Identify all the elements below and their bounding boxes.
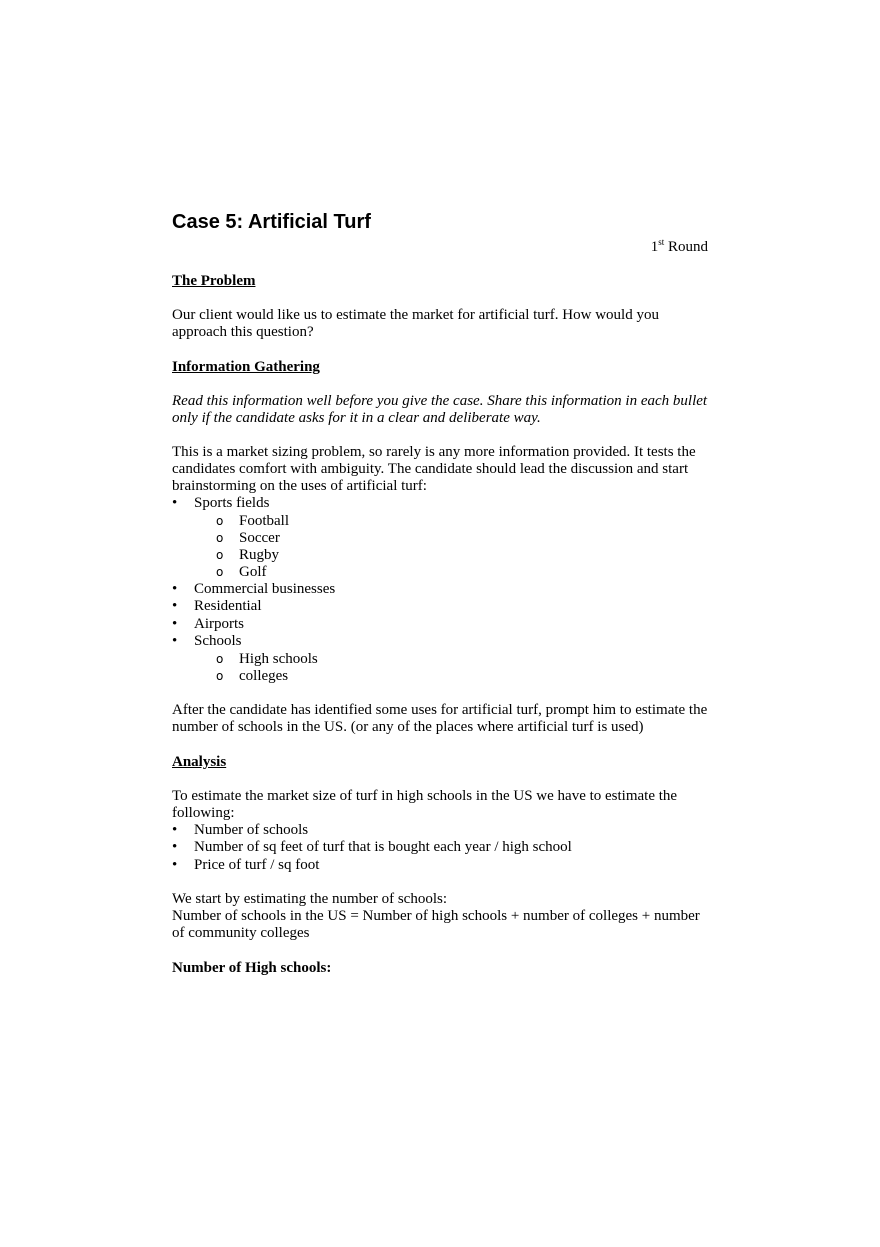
sub-item-label: colleges bbox=[239, 667, 289, 684]
bullet-icon: • bbox=[172, 598, 178, 614]
analysis-intro: To estimate the market size of turf in high schools in the US we have to estimate the following: bbox=[172, 787, 678, 821]
circle-bullet-icon: o bbox=[216, 547, 224, 562]
analysis-formula: Number of schools in the US = Number of high schools + number of colleges + number of community colleges bbox=[172, 908, 700, 941]
info-instruction: Read this information well before you give the case. Share this information in each bullet only if the candidate asks for it in a clear and deliberate way. bbox=[172, 393, 708, 426]
list-item bbox=[172, 616, 708, 634]
document-page bbox=[172, 210, 708, 977]
sub-list-item bbox=[216, 530, 708, 547]
circle-bullet-icon: o bbox=[216, 651, 224, 666]
info-heading: Information Gathering bbox=[172, 359, 320, 375]
info-intro: This is a market sizing problem, so rarely is any more information provided. It tests the candidates comfort with ambiguity. The candidate should lead the discussion and start brainstorming on the uses of artificial turf: bbox=[172, 444, 696, 494]
info-prompt: After the candidate has identified some uses for artificial turf, prompt him to estimate the number of schools in the US. (or any of the places where artificial turf is used) bbox=[172, 701, 708, 735]
list-item bbox=[172, 581, 708, 599]
analysis-item: Price of turf / sq foot bbox=[194, 856, 320, 873]
list-item bbox=[172, 839, 708, 857]
bullet-icon: • bbox=[172, 495, 178, 511]
analysis-item: Number of sq feet of turf that is bought each year / high school bbox=[194, 839, 572, 855]
round-suffix: st bbox=[658, 237, 665, 247]
circle-bullet-icon: o bbox=[216, 564, 224, 579]
use-label: Sports fields bbox=[194, 495, 270, 511]
sub-list bbox=[194, 651, 708, 685]
list-item bbox=[172, 857, 708, 875]
use-label: Schools bbox=[194, 633, 242, 649]
sub-list-item bbox=[216, 513, 708, 530]
round-word: Round bbox=[667, 239, 708, 255]
list-item bbox=[172, 633, 708, 685]
list-item bbox=[172, 598, 708, 616]
sub-list-item bbox=[216, 651, 708, 668]
circle-bullet-icon: o bbox=[216, 513, 224, 528]
high-schools-heading: Number of High schools: bbox=[172, 960, 332, 976]
sub-list-item bbox=[216, 547, 708, 564]
analysis-start: We start by estimating the number of schools: bbox=[172, 891, 447, 907]
sub-item-label: High schools bbox=[239, 650, 318, 667]
bullet-icon: • bbox=[172, 821, 178, 838]
list-item bbox=[172, 495, 708, 581]
sub-list-item bbox=[216, 668, 708, 685]
sub-item-label: Golf bbox=[239, 563, 267, 580]
bullet-icon: • bbox=[172, 856, 178, 873]
bullet-icon: • bbox=[172, 580, 178, 597]
circle-bullet-icon: o bbox=[216, 530, 224, 545]
sub-item-label: Soccer bbox=[239, 529, 280, 546]
sub-item-label: Rugby bbox=[239, 546, 280, 563]
use-label: Commercial businesses bbox=[194, 580, 336, 597]
bullet-icon: • bbox=[172, 633, 178, 649]
problem-heading: The Problem bbox=[172, 273, 256, 289]
sub-item-label: Football bbox=[239, 512, 290, 529]
analysis-list bbox=[172, 822, 708, 875]
analysis-heading: Analysis bbox=[172, 753, 227, 770]
bullet-icon: • bbox=[172, 839, 178, 855]
circle-bullet-icon: o bbox=[216, 668, 224, 683]
use-label: Airports bbox=[194, 615, 244, 632]
round-label bbox=[172, 237, 708, 257]
sub-list bbox=[194, 513, 708, 581]
analysis-item: Number of schools bbox=[194, 821, 309, 838]
list-item bbox=[172, 822, 708, 840]
problem-text: Our client would like us to estimate the market for artificial turf. How would you approach this question? bbox=[172, 307, 659, 340]
document-title: Case 5: Artificial Turf bbox=[172, 211, 371, 233]
use-label: Residential bbox=[194, 598, 262, 614]
bullet-icon: • bbox=[172, 615, 178, 632]
sub-list-item bbox=[216, 564, 708, 581]
round-number: 1 bbox=[650, 239, 659, 255]
uses-list bbox=[172, 495, 708, 685]
